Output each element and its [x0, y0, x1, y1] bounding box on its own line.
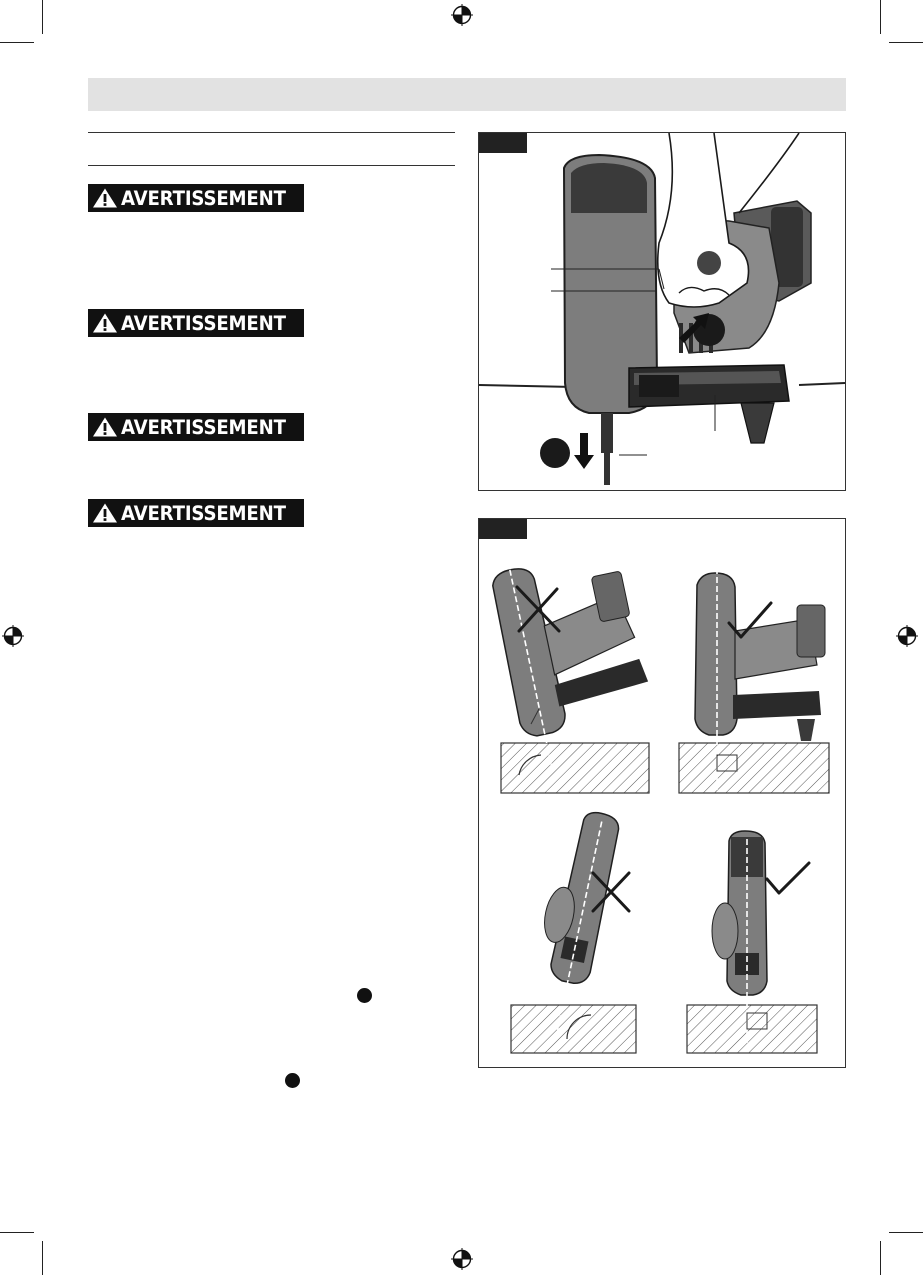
crop-mark-top-right-v — [880, 0, 881, 34]
figure-nailing-angle — [478, 518, 846, 1068]
crop-mark-top-left-h — [0, 42, 34, 43]
tilted-side-view-incorrect — [485, 529, 662, 793]
check-mark-icon — [767, 863, 809, 893]
section-bottom-rule — [88, 165, 455, 166]
warning-label — [88, 309, 304, 337]
crop-mark-top-right-h — [889, 42, 923, 43]
section-top-rule — [88, 132, 455, 133]
registration-mark-icon — [896, 625, 918, 647]
callout-dot — [357, 988, 372, 1003]
crop-mark-top-left-v — [42, 0, 43, 34]
warning-label — [88, 184, 304, 212]
warning-label-text: AVERTISSEMENT — [121, 186, 286, 210]
crop-mark-bottom-right-v — [880, 1241, 881, 1275]
crop-mark-bottom-left-v — [42, 1241, 43, 1275]
registration-mark-icon — [2, 625, 24, 647]
crop-mark-bottom-right-h — [889, 1232, 923, 1233]
warning-triangle-icon — [92, 416, 118, 438]
callout-dot — [285, 1073, 300, 1088]
figure-trigger-operation — [478, 132, 846, 491]
section-header-bar — [88, 78, 846, 111]
warning-triangle-icon — [92, 312, 118, 334]
warning-triangle-icon — [92, 502, 118, 524]
warning-label — [88, 499, 304, 527]
warning-label — [88, 413, 304, 441]
registration-mark-icon — [451, 4, 473, 26]
warning-label-text: AVERTISSEMENT — [121, 311, 286, 335]
warning-label-text: AVERTISSEMENT — [121, 501, 286, 525]
warning-label-text: AVERTISSEMENT — [121, 415, 286, 439]
nailer-trigger-illustration — [479, 133, 845, 490]
upright-side-view-correct — [679, 559, 829, 793]
crop-mark-bottom-left-h — [0, 1232, 34, 1233]
upright-front-view-correct — [687, 831, 817, 1053]
nailing-angle-illustration — [479, 519, 845, 1067]
tilted-front-view-incorrect — [511, 806, 636, 1053]
warning-triangle-icon — [92, 187, 118, 209]
registration-mark-icon — [451, 1248, 473, 1270]
